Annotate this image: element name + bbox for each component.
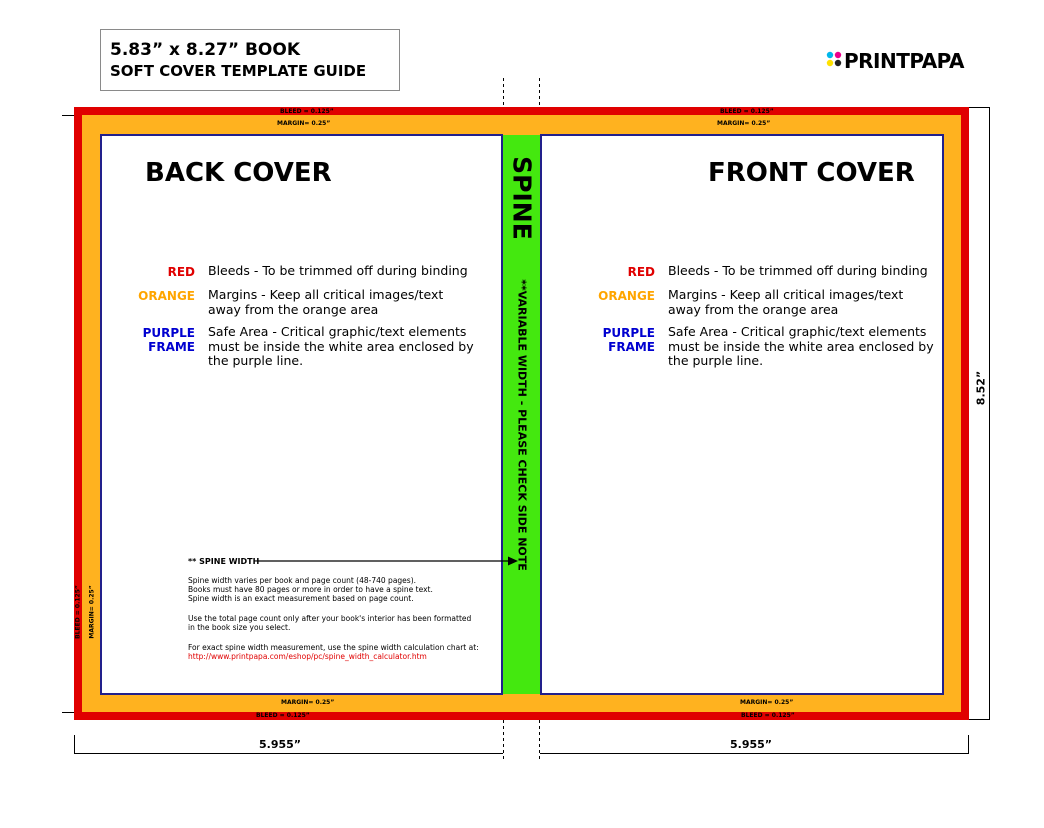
front-legend-purple-key-line1: PURPLE: [602, 326, 655, 340]
front-legend-red-desc: Bleeds - To be trimmed off during binding: [668, 263, 928, 278]
spine-calculator-link[interactable]: http://www.printpapa.com/eshop/pc/spine_width_calculator.htm: [188, 652, 427, 661]
spine-note-line-4: Use the total page count only after your book's interior has been formatted: [188, 614, 472, 623]
logo-text: PRINTPAPA: [844, 49, 964, 73]
dimension-height: 8.52”: [974, 370, 988, 406]
margin-label-bottom-back: MARGIN= 0.25”: [281, 699, 335, 706]
title-line-1: 5.83” x 8.27” BOOK: [110, 40, 300, 60]
spine-note-line-1: Spine width varies per book and page count (48-740 pages).: [188, 576, 417, 585]
bleed-label-left: BLEED = 0.125”: [74, 585, 82, 639]
back-cover-title: BACK COVER: [145, 158, 332, 188]
bleed-label-bottom-back: BLEED = 0.125”: [256, 712, 310, 719]
title-line-2: SOFT COVER TEMPLATE GUIDE: [110, 62, 367, 80]
front-cover-title: FRONT COVER: [708, 158, 915, 188]
margin-label-left: MARGIN= 0.25”: [88, 585, 96, 639]
legend-orange-desc: Margins - Keep all critical images/text away from the orange area: [208, 287, 444, 317]
front-legend-red-key: RED: [627, 265, 655, 279]
spine-title: SPINE: [507, 156, 537, 240]
front-legend-purple-desc: Safe Area - Critical graphic/text elements must be inside the white area enclosed by the purple line.: [668, 324, 934, 368]
legend-red-desc: Bleeds - To be trimmed off during binding: [208, 263, 468, 278]
margin-label-top-front: MARGIN= 0.25”: [717, 120, 771, 127]
front-legend-orange-key: ORANGE: [598, 289, 655, 303]
spine-note-line-6: For exact spine width measurement, use the spine width calculation chart at:: [188, 643, 479, 652]
front-legend-purple-key: [585, 326, 655, 354]
spine-note-line-3: Spine width is an exact measurement based on page count.: [188, 594, 414, 603]
dimension-width-back: 5.955”: [259, 738, 302, 751]
margin-label-bottom-front: MARGIN= 0.25”: [740, 699, 794, 706]
bleed-label-bottom-front: BLEED = 0.125”: [741, 712, 795, 719]
front-legend-orange-desc: Margins - Keep all critical images/text away from the orange area: [668, 287, 904, 317]
front-legend-purple-key-line2: FRAME: [608, 340, 655, 354]
margin-label-top-back: MARGIN= 0.25”: [277, 120, 331, 127]
bleed-label-top-front: BLEED = 0.125”: [720, 108, 774, 115]
legend-purple-key-line1: PURPLE: [142, 326, 195, 340]
spine-width-heading: ** SPINE WIDTH: [188, 557, 260, 566]
dimension-width-front: 5.955”: [730, 738, 773, 751]
legend-purple-key: [125, 326, 195, 354]
spine-note-line-5: in the book size you select.: [188, 623, 291, 632]
spine-subtitle: **VARIABLE WIDTH - PLEASE CHECK SIDE NOTE: [515, 279, 529, 571]
front-cover-safe-area: [540, 134, 944, 695]
legend-purple-key-line2: FRAME: [148, 340, 195, 354]
legend-orange-key: ORANGE: [138, 289, 195, 303]
legend-red-key: RED: [167, 265, 195, 279]
bleed-label-top-back: BLEED = 0.125”: [280, 108, 334, 115]
spine-width-arrow-icon: [258, 555, 520, 567]
spine-note-line-2: Books must have 80 pages or more in order to have a spine text.: [188, 585, 433, 594]
legend-purple-desc: Safe Area - Critical graphic/text elements must be inside the white area enclosed by the purple line.: [208, 324, 474, 368]
back-cover-safe-area: [100, 134, 503, 695]
